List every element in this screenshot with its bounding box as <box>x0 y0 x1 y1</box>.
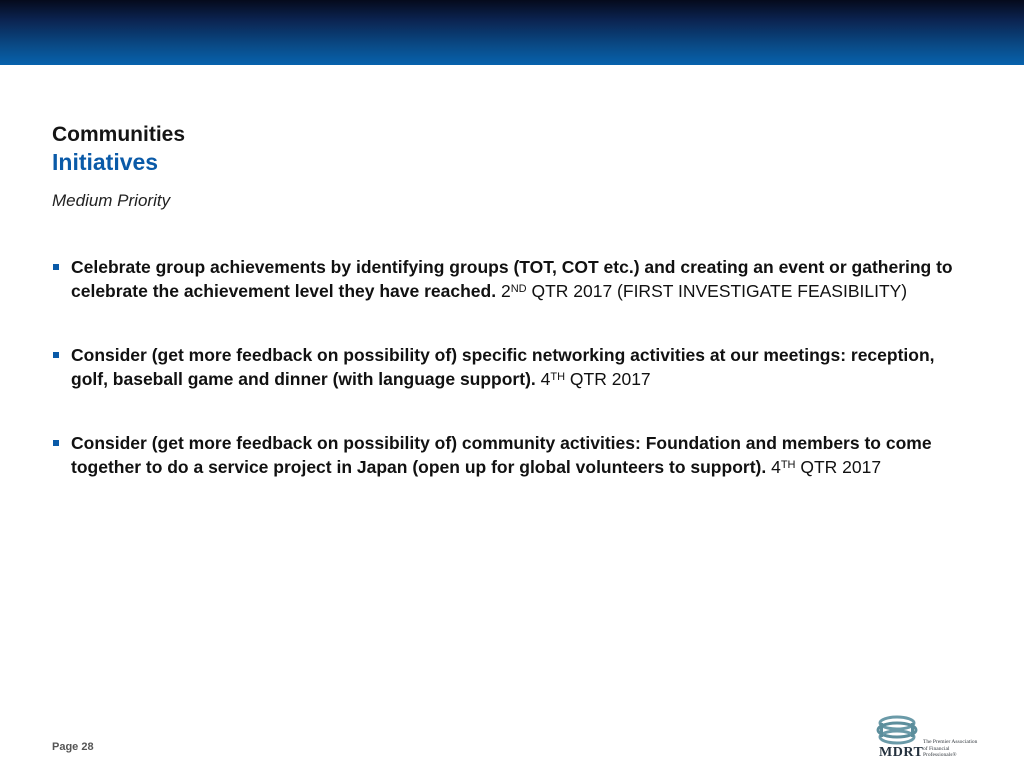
logo-tagline: The Premier Association of Financial Professionals® <box>923 739 978 758</box>
quarter-number: 4 <box>771 457 781 477</box>
initiative-text: Consider (get more feedback on possibility of) community activities: Foundation and members to come together to do a service project in Japan (open up for global volunteers to support). <box>71 433 932 477</box>
slide-title: Communities <box>52 123 186 146</box>
initiatives-list <box>52 255 972 479</box>
quarter-detail: QTR 2017 <box>569 369 651 389</box>
slide-subtitle: Initiatives <box>52 149 159 175</box>
top-banner <box>0 0 1024 65</box>
initiative-quarter <box>501 281 907 301</box>
priority-label: Medium Priority <box>52 191 171 210</box>
initiative-item <box>52 431 972 479</box>
initiative-quarter <box>771 457 881 477</box>
square-bullet-icon <box>53 352 59 358</box>
quarter-detail: QTR 2017 <box>800 457 882 477</box>
mdrt-emblem-icon <box>876 714 918 746</box>
initiative-text: Celebrate group achievements by identifying groups (TOT, COT etc.) and creating an event or gathering to celebrate the achievement level they have reached. <box>71 257 953 301</box>
square-bullet-icon <box>53 264 59 270</box>
quarter-suffix: TH <box>550 371 566 383</box>
logo-wordmark: MDRT <box>879 745 924 760</box>
quarter-suffix: TH <box>780 459 796 471</box>
page-number: Page 28 <box>52 741 94 753</box>
initiative-item <box>52 343 972 391</box>
quarter-suffix: ND <box>510 283 527 295</box>
initiative-item <box>52 255 972 303</box>
quarter-number: 2 <box>500 281 511 301</box>
mdrt-logo <box>876 714 976 762</box>
square-bullet-icon <box>53 440 59 446</box>
quarter-number: 4 <box>540 369 551 389</box>
quarter-detail: QTR 2017 (FIRST INVESTIGATE FEASIBILITY) <box>531 281 908 301</box>
initiative-text: Consider (get more feedback on possibility of) specific networking activities at our meetings: reception, golf, baseball game and dinner (with language support). <box>71 345 935 389</box>
initiative-quarter <box>541 369 651 389</box>
